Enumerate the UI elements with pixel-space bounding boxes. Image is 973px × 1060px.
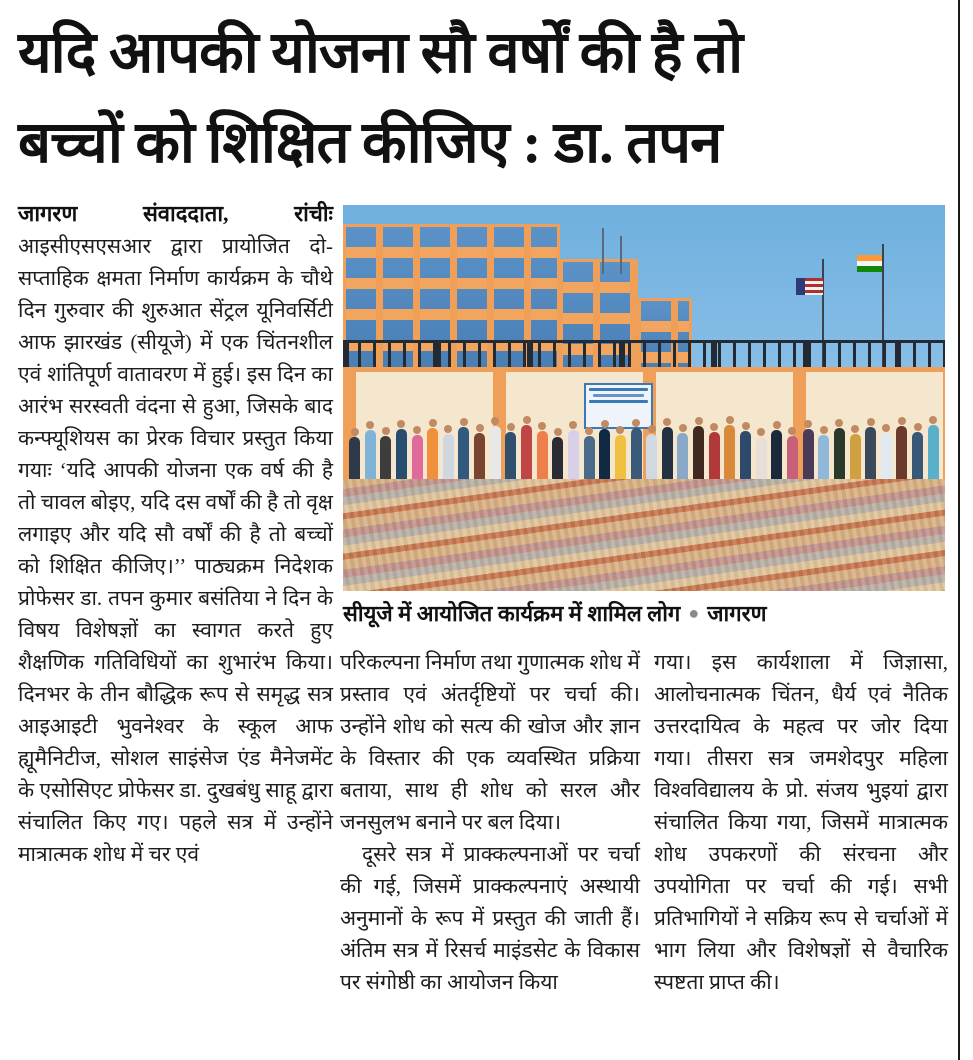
person-figure <box>850 434 861 483</box>
right-column <box>654 646 948 998</box>
person-figure <box>584 436 595 483</box>
person-figure <box>881 433 892 483</box>
caption-credit: जागरण <box>707 601 767 626</box>
person-figure <box>505 432 516 483</box>
byline-role: संवाददाता, <box>142 201 229 226</box>
left-column <box>18 198 333 870</box>
person-figure <box>599 429 610 483</box>
people-row <box>343 383 945 483</box>
caption-bullet-icon: ● <box>688 602 700 623</box>
person-figure <box>646 434 657 483</box>
person-figure <box>803 429 814 483</box>
person-figure <box>865 427 876 483</box>
person-figure <box>490 426 501 483</box>
india-flag-icon <box>857 255 882 272</box>
roof-antenna-icon <box>620 236 622 275</box>
person-figure <box>709 432 720 483</box>
person-figure <box>521 425 532 483</box>
byline-agency: जागरण <box>18 201 78 226</box>
news-photo <box>343 205 945 591</box>
left-column-text: आइसीएसएसआर द्वारा प्रायोजित दो-सप्ताहिक क्षमता निर्माण कार्यक्रम के चौथे दिन गुरुवार की शुरुआत सेंट्रल यूनिवर्सिटी आफ झारखंड (सीयूजे) में एक चिंतनशील एवं शांतिपूर्ण वातावरण में हुई। इस दिन का आरंभ सरस्वती वंदना से हुआ, जिसके बाद कन्फ्यूशियस का प्रेरक विचार प्रस्तुत किया गयाः ‘यदि आपकी योजना एक वर्ष की है तो चावल बोइए, यदि दस वर्षों की है तो वृक्ष लगाइए और यदि सौ वर्षों की है तो बच्चों को शिक्षित कीजिए।’’ पाठ्यक्रम निदेशक प्रोफेसर डा. तपन कुमार बसंतिया ने दिन के विषय विशेषज्ञों का स्वागत करते हुए शैक्षणिक गतिविधियों का शुभारंभ किया। दिनभर के तीन बौद्धिक रूप से समृद्ध सत्र आइआइटी भुवनेश्वर के स्कूल आफ ह्यूमैनिटीज, सोशल साइंसेज एंड मैनेजमेंट के एसोसिएट प्रोफेसर डा. दुखबंधु साहू द्वारा संचालित किए गए। पहले सत्र में उन्होंने मात्रात्मक शोध में चर एवं <box>18 234 334 866</box>
person-figure <box>474 433 485 483</box>
person-figure <box>458 427 469 483</box>
person-figure <box>771 430 782 483</box>
person-figure <box>677 433 688 483</box>
person-figure <box>365 430 376 483</box>
person-figure <box>928 425 939 483</box>
person-figure <box>787 436 798 483</box>
person-figure <box>396 429 407 483</box>
person-figure <box>568 430 579 483</box>
person-figure <box>818 435 829 483</box>
right-column-text: गया। इस कार्यशाला में जिज्ञासा, आलोचनात्मक चिंतन, धैर्य एवं नैतिक उत्तरदायित्व के महत्व पर जोर दिया गया। तीसरा सत्र जमशेदपुर महिला विश्वविद्यालय के प्रो. संजय भुइयां द्वारा संचालित किया गया, जिसमें मात्रात्मक शोध उपकरणों की संरचना और उपयोगिता पर चर्चा की गई। सभी प्रतिभागियों ने सक्रिय रूप से चर्चाओं में भाग लिया और विशेषज्ञों से वैचारिक स्पष्टता प्राप्त की। <box>654 650 948 994</box>
person-figure <box>756 437 767 483</box>
roof-antenna-icon <box>602 228 604 274</box>
headline-line-2: बच्चों को शिक्षित कीजिए : डा. तपन <box>18 110 722 175</box>
person-figure <box>693 426 704 483</box>
middle-column <box>340 646 640 998</box>
article-headline <box>18 8 948 188</box>
middle-column-paragraph-2: दूसरे सत्र में प्राक्कल्पनाओं पर चर्चा की गई, जिसमें प्राक्कल्पनाएं अस्थायी अनुमानों के रूप में प्रस्तुत की जाती हैं। अंतिम सत्र में रिसर्च माइंडसेट के विकास पर संगोष्ठी का आयोजन किया <box>340 842 640 994</box>
person-figure <box>349 437 360 483</box>
person-figure <box>615 435 626 483</box>
person-figure <box>896 426 907 483</box>
person-figure <box>537 431 548 483</box>
caption-text: सीयूजे में आयोजित कार्यक्रम में शामिल लोग <box>343 601 681 626</box>
person-figure <box>552 437 563 483</box>
person-figure <box>631 428 642 483</box>
person-figure <box>912 432 923 483</box>
byline-city: रांचीः <box>294 201 333 226</box>
photo-caption <box>343 598 947 628</box>
striped-flag-icon <box>796 278 823 295</box>
person-figure <box>443 434 454 483</box>
headline-line-1: यदि आपकी योजना सौ वर्षों की है तो <box>18 20 743 85</box>
middle-column-paragraph-1: परिकल्पना निर्माण तथा गुणात्मक शोध में प्रस्ताव एवं अंतर्दृष्टियों पर चर्चा की। उन्होंने शोध को सत्य की खोज और ज्ञान के विस्तार की एक व्यवस्थित प्रक्रिया बताया, साथ ही शोध को सरल और जनसुलभ बनाने पर बल दिया। <box>340 650 640 834</box>
paved-courtyard <box>343 479 945 591</box>
person-figure <box>740 431 751 483</box>
person-figure <box>662 427 673 483</box>
person-figure <box>412 435 423 483</box>
column-rule-right <box>958 0 960 1060</box>
byline <box>18 198 333 230</box>
person-figure <box>427 428 438 483</box>
person-figure <box>380 436 391 483</box>
person-figure <box>724 425 735 483</box>
person-figure <box>834 428 845 483</box>
